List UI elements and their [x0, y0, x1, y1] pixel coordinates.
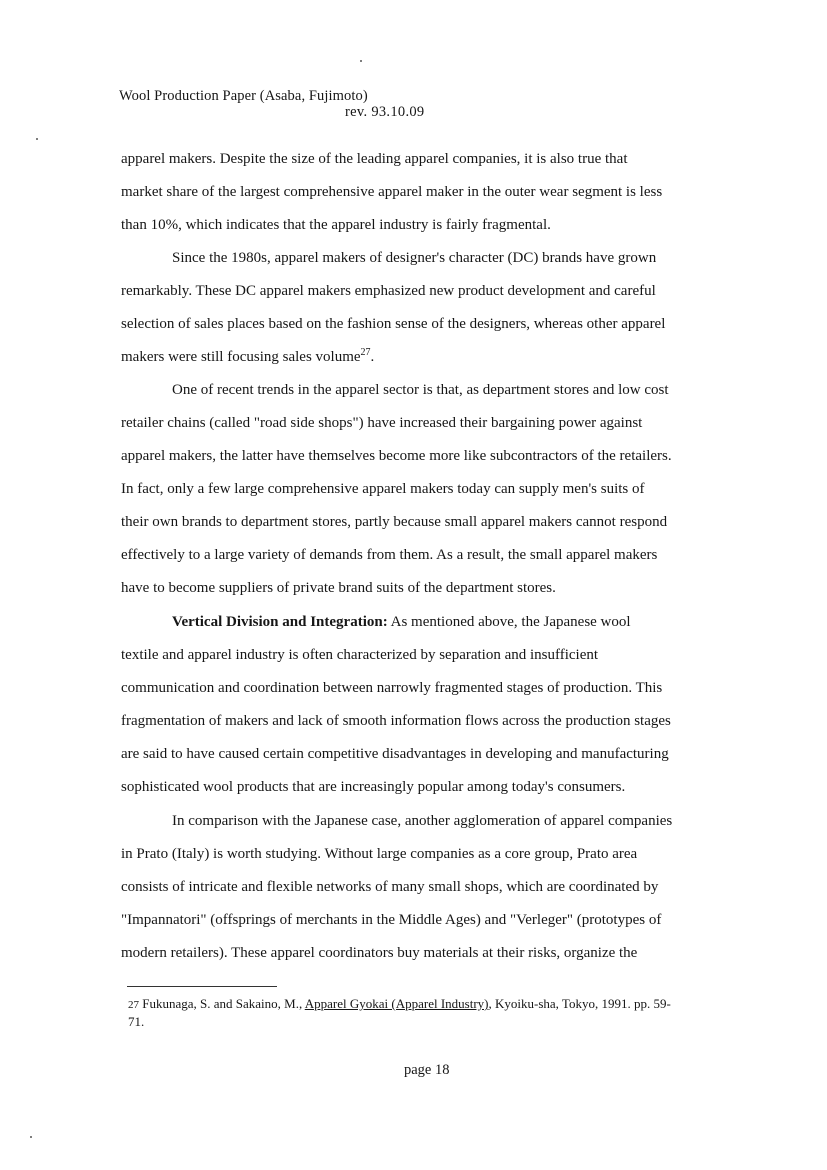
body-line: Since the 1980s, apparel makers of designer's character (DC) brands have grown — [172, 250, 657, 266]
body-line: selection of sales places based on the fashion sense of the designers, whereas other apparel — [121, 316, 666, 332]
body-line: apparel makers, the latter have themselves become more like subcontractors of the retailers. — [121, 448, 672, 464]
body-line-with-footnote-ref — [121, 348, 721, 366]
body-line: modern retailers). These apparel coordinators buy materials at their risks, organize the — [121, 945, 638, 961]
body-text: As mentioned above, the Japanese wool — [387, 614, 631, 630]
scan-speck — [36, 138, 38, 140]
body-line: consists of intricate and flexible networks of many small shops, which are coordinated by — [121, 879, 659, 895]
body-line: textile and apparel industry is often characterized by separation and insufficient — [121, 647, 599, 663]
body-line: In fact, only a few large comprehensive apparel makers today can supply men's suits of — [121, 481, 645, 497]
body-text: makers were still focusing sales volume — [121, 349, 361, 365]
footnote-separator — [127, 986, 277, 987]
body-line: remarkably. These DC apparel makers emphasized new product development and careful — [121, 283, 656, 299]
body-line: In comparison with the Japanese case, another agglomeration of apparel companies — [172, 813, 673, 829]
footnote-reference[interactable]: 27 — [360, 347, 371, 358]
footnote-title: Apparel Gyokai (Apparel Industry) — [304, 996, 489, 1011]
footnote — [128, 996, 728, 1013]
body-line: have to become suppliers of private brand suits of the department stores. — [121, 580, 556, 596]
body-line: apparel makers. Despite the size of the leading apparel companies, it is also true that — [121, 151, 628, 167]
footnote-authors: Fukunaga, S. and Sakaino, M., — [139, 996, 305, 1011]
footnote-number: 27 — [128, 999, 139, 1011]
page-number: page 18 — [404, 1062, 450, 1078]
body-line: "Impannatori" (offsprings of merchants in the Middle Ages) and "Verleger" (prototypes of — [121, 912, 662, 928]
body-line: their own brands to department stores, partly because small apparel makers cannot respond — [121, 514, 668, 530]
body-line: market share of the largest comprehensive apparel maker in the outer wear segment is less — [121, 184, 663, 200]
footnote-continuation: 71. — [128, 1014, 145, 1029]
sentence-end: . — [370, 349, 375, 365]
body-line-with-heading — [172, 613, 772, 631]
body-line: communication and coordination between narrowly fragmented stages of production. This — [121, 680, 663, 696]
body-line: than 10%, which indicates that the apparel industry is fairly fragmental. — [121, 217, 551, 233]
body-line: are said to have caused certain competitive disadvantages in developing and manufacturing — [121, 746, 669, 762]
running-header-title: Wool Production Paper (Asaba, Fujimoto) — [119, 88, 368, 104]
scan-speck — [30, 1136, 32, 1138]
body-line: effectively to a large variety of demands from them. As a result, the small apparel makers — [121, 547, 658, 563]
body-line: fragmentation of makers and lack of smooth information flows across the production stages — [121, 713, 671, 729]
body-line: retailer chains (called "road side shops") have increased their bargaining power against — [121, 415, 643, 431]
body-line: sophisticated wool products that are increasingly popular among today's consumers. — [121, 779, 626, 795]
body-line: One of recent trends in the apparel sector is that, as department stores and low cost — [172, 382, 669, 398]
footnote-details: , Kyoiku-sha, Tokyo, 1991. pp. 59- — [488, 996, 671, 1011]
body-line: in Prato (Italy) is worth studying. Without large companies as a core group, Prato area — [121, 846, 638, 862]
scan-speck — [360, 60, 362, 62]
running-header-revision: rev. 93.10.09 — [345, 104, 425, 120]
section-heading: Vertical Division and Integration: — [172, 614, 388, 630]
